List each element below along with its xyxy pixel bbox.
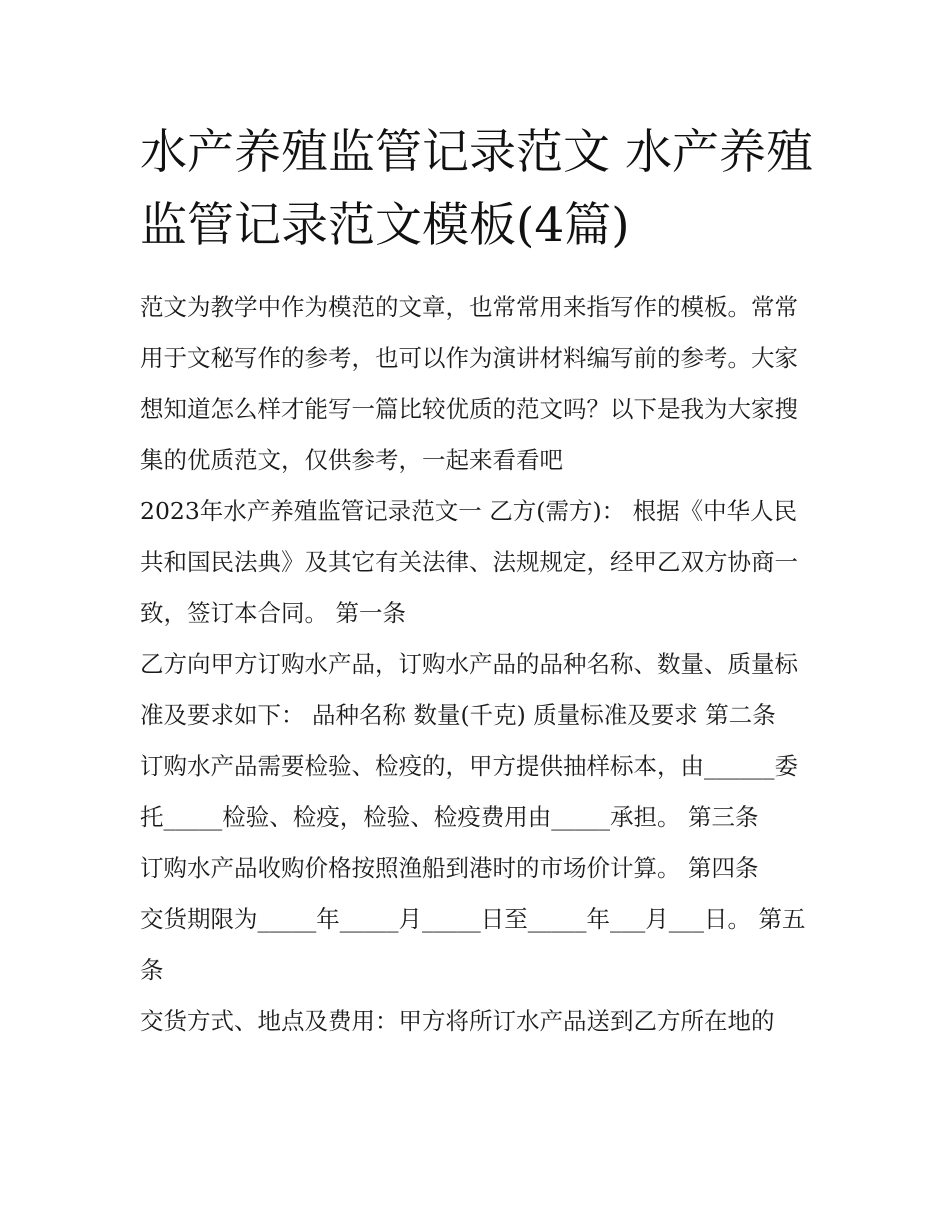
paragraph-intro: 范文为教学中作为模范的文章，也常常用来指写作的模板。常常用于文秘写作的参考，也可以作为演讲材料编写前的参考。大家想知道怎么样才能写一篇比较优质的范文吗？以下是我为大家搜集的优质范文，仅供参考，一起来看看吧 <box>140 293 798 474</box>
document-title: 水产养殖监管记录范文 水产养殖监管记录范文模板(4篇) <box>140 125 813 253</box>
paragraph-article-2: 订购水产品需要检验、检疫的，甲方提供抽样标本，由______委托_____检验、检疫，检验、检疫费用由_____承担。 第三条 <box>140 752 798 831</box>
document-body <box>140 282 812 1047</box>
paragraph-article-3: 订购水产品收购价格按照渔船到港时的市场价计算。 第四条 <box>140 854 759 882</box>
paragraph-article-5: 交货方式、地点及费用：甲方将所订水产品送到乙方所在地的 <box>140 1007 775 1035</box>
paragraph-contract-opening: 2023年水产养殖监管记录范文一 乙方(需方)： 根据《中华人民共和国民法典》及其它有关法律、法规规定，经甲乙双方协商一致，签订本合同。 第一条 <box>140 497 798 627</box>
paragraph-article-1: 乙方向甲方订购水产品，订购水产品的品种名称、数量、质量标准及要求如下： 品种名称 数量(千克) 质量标准及要求 第二条 <box>140 650 798 729</box>
paragraph-article-4: 交货期限为_____年_____月_____日至_____年___月___日。 第五条 <box>140 905 806 984</box>
